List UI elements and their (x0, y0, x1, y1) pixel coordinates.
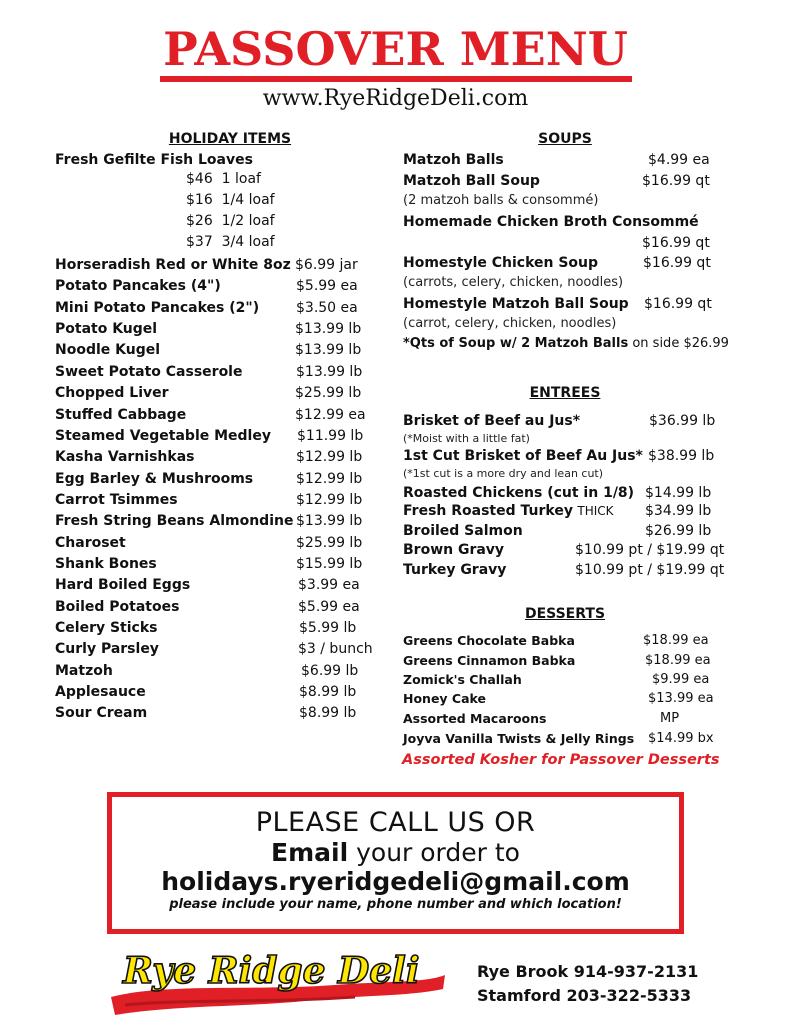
email-order-line: Email your order to (271, 838, 520, 867)
menu-item (403, 630, 743, 652)
menu-item: Matzoh Ball Soup $16.99 qt (403, 173, 710, 189)
gefilte-item (55, 150, 253, 171)
item-price: $16.99 qt (642, 235, 710, 251)
item-name: Honey Cake (403, 691, 486, 706)
item-price: $18.99 ea (645, 653, 711, 668)
item-name: Stuffed Cabbage (55, 406, 187, 423)
item-name: Applesauce (55, 684, 146, 700)
rye-ridge-deli-logo (105, 945, 450, 1020)
item-price: $3.50 ea (296, 299, 358, 316)
menu-item (55, 618, 385, 639)
item-name: Greens Cinnamon Babka (403, 653, 576, 668)
desserts-heading: DESSERTS (524, 606, 606, 622)
menu-item (55, 447, 385, 468)
menu-item (403, 708, 743, 730)
menu-item (55, 340, 385, 361)
item-name: Mini Potato Pancakes (2") (55, 299, 260, 316)
website-url[interactable]: www.RyeRidgeDeli.com (262, 86, 529, 111)
item-price: $13.99 lb (295, 342, 362, 359)
item-name: Boiled Potatoes (55, 598, 180, 615)
item-description: (2 matzoh balls & consommé) (403, 193, 599, 208)
item-name: Joyva Vanilla Twists & Jelly Rings (403, 731, 635, 746)
item-price: $14.99 bx (648, 731, 714, 746)
call-us-line: PLEASE CALL US OR (255, 807, 536, 838)
menu-item (55, 362, 385, 383)
location-stamford[interactable]: Stamford 203-322-5333 (477, 986, 692, 1005)
soup-special-note: *Qts of Soup w/ 2 Matzoh Balls on side $26.99 (403, 336, 729, 351)
entrees-heading: ENTREES (529, 385, 601, 401)
menu-item (55, 511, 385, 532)
item-name: Kasha Varnishkas (55, 449, 195, 466)
soups-heading: SOUPS (538, 131, 592, 147)
item-price: $9.99 ea (652, 672, 710, 687)
gefilte-option: $16 1/4 loaf (186, 192, 275, 208)
menu-item (55, 426, 385, 447)
menu-item (55, 682, 385, 703)
item-price: $6.99 lb (301, 662, 359, 679)
item-price: MP (660, 711, 680, 726)
item-price: $12.99 lb (296, 470, 363, 487)
item-price: $13.99 lb (296, 513, 363, 530)
menu-item (55, 639, 385, 660)
item-name: Egg Barley & Mushrooms (55, 470, 254, 487)
menu-item: Homestyle Matzoh Ball Soup $16.99 qt (403, 296, 712, 312)
menu-item (55, 276, 385, 297)
order-email-link[interactable]: holidays.ryeridgedeli@gmail.com (161, 867, 630, 896)
menu-item (403, 728, 743, 750)
item-name: Greens Chocolate Babka (403, 633, 575, 648)
menu-item (55, 554, 385, 575)
gefilte-name: Fresh Gefilte Fish Loaves (55, 152, 253, 168)
menu-item: Turkey Gravy $10.99 pt / $19.99 qt (403, 562, 725, 578)
menu-item (403, 688, 743, 710)
item-name: Noodle Kugel (55, 342, 161, 359)
order-callout-box (107, 792, 684, 934)
menu-item (55, 533, 385, 554)
item-price: $13.99 lb (295, 321, 362, 338)
item-price: $8.99 lb (299, 684, 357, 700)
holiday-items-heading: HOLIDAY ITEMS (168, 131, 292, 147)
item-price: $18.99 ea (643, 633, 709, 648)
item-price: $12.99 ea (295, 406, 366, 423)
menu-item (55, 597, 385, 618)
gefilte-option: $26 1/2 loaf (186, 213, 275, 229)
item-note: (*1st cut is a more dry and lean cut) (403, 467, 604, 480)
location-rye-brook[interactable]: Rye Brook 914-937-2131 (477, 962, 699, 981)
menu-item: Matzoh Balls $4.99 ea (403, 152, 710, 168)
item-price: $25.99 lb (295, 385, 362, 402)
item-name: Steamed Vegetable Medley (55, 427, 271, 444)
order-instructions: please include your name, phone number and which location! (169, 897, 622, 912)
menu-item (55, 661, 385, 682)
item-price: $12.99 lb (296, 491, 363, 508)
item-note: (*Moist with a little fat) (403, 432, 530, 445)
store-locations (477, 960, 698, 1008)
item-name: Shank Bones (55, 555, 157, 572)
item-price: $6.99 jar (295, 257, 358, 273)
assorted-desserts-note: Assorted Kosher for Passover Desserts (402, 752, 720, 768)
title-underline (160, 76, 632, 82)
item-name: Chopped Liver (55, 385, 169, 402)
item-price: $5.99 ea (298, 598, 360, 615)
gefilte-option: $46 1 loaf (186, 171, 261, 187)
item-price: $25.99 lb (296, 534, 363, 551)
menu-item: Fresh Roasted Turkey THICK $34.99 lb (403, 503, 712, 519)
svg-text:Rye Ridge Deli: Rye Ridge Deli (123, 950, 420, 992)
item-description: (carrot, celery, chicken, noodles) (403, 316, 617, 331)
item-name: Matzoh (55, 662, 113, 679)
item-name: Zomick's Challah (403, 672, 522, 687)
item-price: $13.99 ea (648, 691, 714, 706)
menu-title: PASSOVER MENU (163, 22, 628, 76)
menu-item (55, 575, 385, 596)
item-name: Carrot Tsimmes (55, 491, 178, 508)
item-name: Fresh String Beans Almondine (55, 513, 294, 530)
menu-item (55, 490, 385, 511)
item-name: Horseradish Red or White 8oz (55, 257, 291, 273)
item-price: $5.99 lb (299, 620, 357, 636)
menu-item: Roasted Chickens (cut in 1/8) $14.99 lb (403, 485, 712, 501)
item-name: Sweet Potato Casserole (55, 363, 243, 380)
menu-item: 1st Cut Brisket of Beef Au Jus* $38.99 lb (403, 448, 715, 464)
item-name: Potato Pancakes (4") (55, 278, 221, 295)
item-name: Celery Sticks (55, 620, 158, 636)
menu-item (55, 383, 385, 404)
menu-item (55, 298, 385, 319)
item-name: Potato Kugel (55, 321, 158, 338)
item-description: (carrots, celery, chicken, noodles) (403, 275, 624, 290)
item-name: Curly Parsley (55, 641, 159, 658)
item-name: Charoset (55, 534, 126, 551)
menu-item (55, 319, 385, 340)
menu-item: Homemade Chicken Broth Consommé (403, 214, 699, 230)
menu-item: Broiled Salmon $26.99 lb (403, 523, 712, 539)
menu-item: Brown Gravy $10.99 pt / $19.99 qt (403, 542, 725, 558)
item-price: $3.99 ea (298, 577, 360, 594)
item-price: $11.99 lb (297, 427, 364, 444)
menu-item (55, 405, 385, 426)
menu-item (55, 469, 385, 490)
menu-item (55, 255, 385, 276)
item-price: $13.99 lb (296, 363, 363, 380)
item-name: Hard Boiled Eggs (55, 577, 191, 594)
item-name: Assorted Macaroons (403, 711, 547, 726)
item-price: $12.99 lb (296, 449, 363, 466)
item-price: $3 / bunch (298, 641, 373, 658)
menu-item: Brisket of Beef au Jus* $36.99 lb (403, 413, 716, 429)
item-name: Sour Cream (55, 705, 148, 722)
menu-item (55, 703, 385, 724)
gefilte-option: $37 3/4 loaf (186, 234, 275, 250)
item-price: $15.99 lb (296, 555, 363, 572)
item-price: $5.99 ea (296, 278, 358, 295)
item-price: $8.99 lb (299, 705, 357, 722)
menu-item: Homestyle Chicken Soup $16.99 qt (403, 255, 711, 271)
